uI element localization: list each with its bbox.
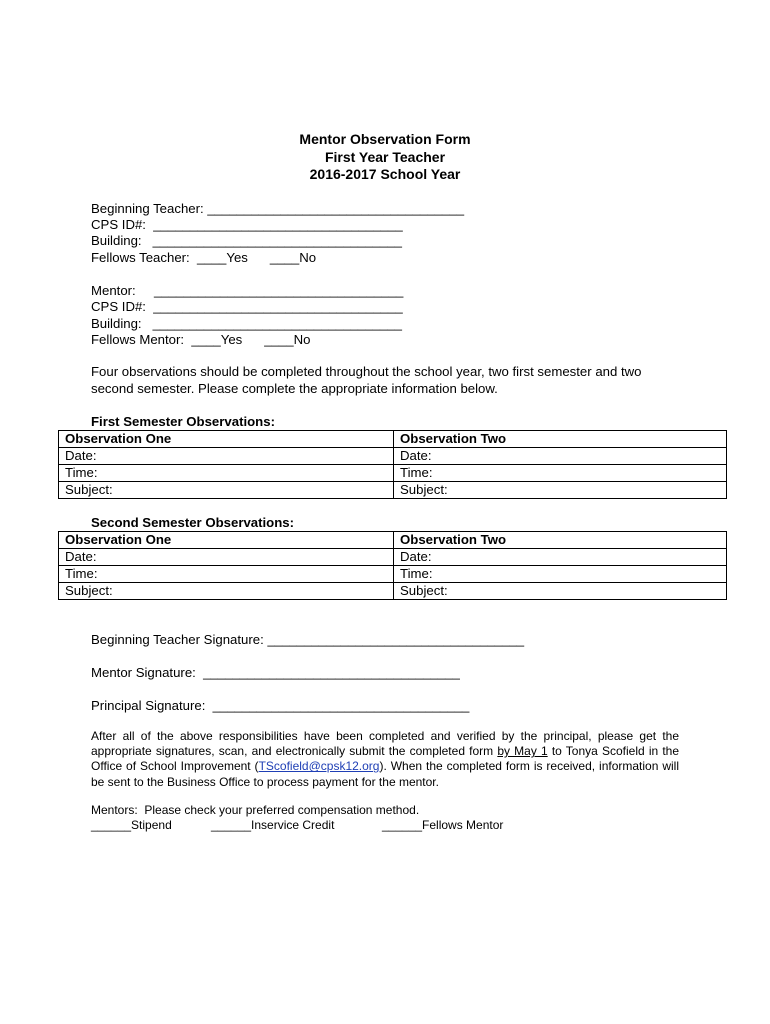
title-line-3: 2016-2017 School Year (309, 166, 461, 182)
instructions-text-3: ). When the completed form is received, information will be sent to the Business Office to process payment for the mentor. (91, 759, 679, 789)
obs1-date-cell[interactable]: Date: (59, 448, 394, 465)
obs2-date-cell[interactable]: Date: (394, 448, 727, 465)
obs2-time-cell[interactable]: Time: (394, 465, 727, 482)
fellows-mentor-option[interactable]: ______Fellows Mentor (382, 818, 504, 832)
obs2-date-cell[interactable]: Date: (394, 549, 727, 566)
first-semester-heading: First Semester Observations: (91, 414, 275, 429)
mentor-building-field[interactable]: Building: __________________________________ (91, 316, 402, 331)
second-semester-heading: Second Semester Observations: (91, 515, 295, 530)
teacher-building-field[interactable]: Building: __________________________________ (91, 233, 402, 248)
teacher-cps-id-field[interactable]: CPS ID#: __________________________________ (91, 217, 403, 232)
table-row (59, 448, 727, 465)
intro-paragraph: Four observations should be completed throughout the school year, two first semester and two second semester. Please complete the appropriate information below. (91, 364, 642, 396)
stipend-option[interactable]: ______Stipend (91, 818, 172, 832)
table-header-row (59, 431, 727, 448)
fellows-teacher-field[interactable]: Fellows Teacher: ____Yes ____No (91, 250, 317, 265)
obs2-subject-cell[interactable]: Subject: (394, 482, 727, 499)
compensation-prompt: Mentors: Please check your preferred compensation method. (91, 803, 420, 817)
deadline-text: by May 1 (497, 744, 548, 759)
second-semester-table (58, 531, 727, 600)
table-row (59, 549, 727, 566)
table-row (59, 566, 727, 583)
first-semester-table (58, 430, 727, 499)
observation-one-header: Observation One (59, 431, 394, 448)
title-line-2: First Year Teacher (324, 148, 446, 165)
table-row (59, 482, 727, 499)
mentor-name-field[interactable]: Mentor: __________________________________ (91, 283, 404, 298)
inservice-credit-option[interactable]: ______Inservice Credit (211, 818, 335, 832)
instructions-text-1: After all of the above responsibilities have been completed and verified by the principal, please get the appropriate signatures, scan, and electronically submit the completed form (91, 729, 679, 759)
mentor-cps-id-field[interactable]: CPS ID#: __________________________________ (91, 299, 403, 314)
mentor-signature-field[interactable]: Mentor Signature: ___________________________________ (91, 665, 460, 680)
observation-one-header: Observation One (59, 532, 394, 549)
obs1-time-cell[interactable]: Time: (59, 465, 394, 482)
observation-two-header: Observation Two (394, 431, 727, 448)
obs1-subject-cell[interactable]: Subject: (59, 482, 394, 499)
title-line-1: Mentor Observation Form (299, 131, 471, 147)
principal-signature-field[interactable]: Principal Signature: ___________________________________ (91, 698, 470, 713)
form-title (0, 131, 770, 184)
fellows-mentor-field[interactable]: Fellows Mentor: ____Yes ____No (91, 332, 311, 347)
observation-two-header: Observation Two (394, 532, 727, 549)
instructions-text-2: to Tonya Scofield in the Office of School Improvement ( (91, 744, 680, 774)
table-row (59, 583, 727, 600)
obs1-date-cell[interactable]: Date: (59, 549, 394, 566)
obs1-subject-cell[interactable]: Subject: (59, 583, 394, 600)
submission-instructions (91, 729, 679, 790)
email-link[interactable]: TScofield@cpsk12.org (258, 759, 380, 774)
table-row (59, 465, 727, 482)
beginning-teacher-field[interactable]: Beginning Teacher: ___________________________________ (91, 201, 465, 216)
obs2-subject-cell[interactable]: Subject: (394, 583, 727, 600)
table-header-row (59, 532, 727, 549)
obs1-time-cell[interactable]: Time: (59, 566, 394, 583)
obs2-time-cell[interactable]: Time: (394, 566, 727, 583)
beginning-teacher-signature-field[interactable]: Beginning Teacher Signature: ___________________________________ (91, 632, 525, 647)
